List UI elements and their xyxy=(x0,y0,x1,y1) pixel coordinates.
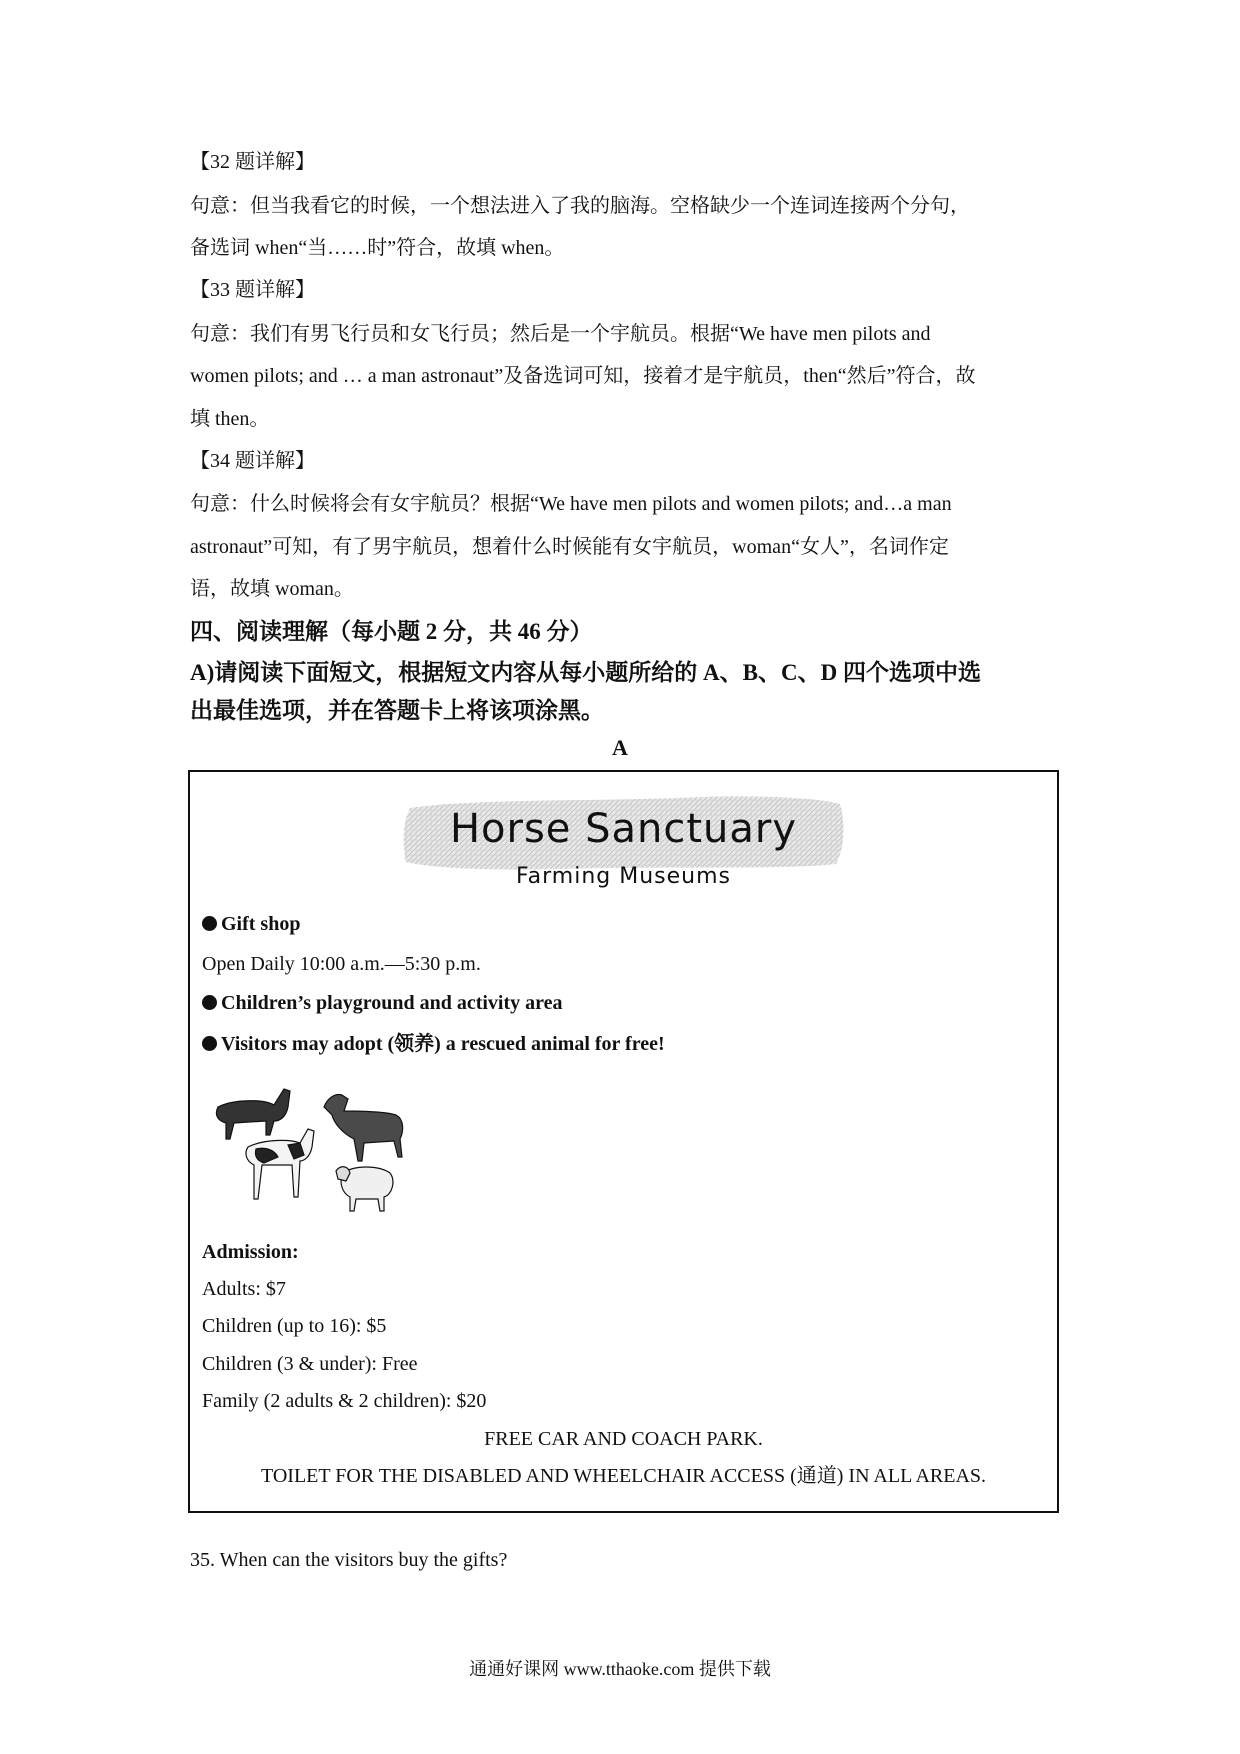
price-row: Children (3 & under): Free xyxy=(202,1353,418,1375)
adopt-item xyxy=(202,1030,665,1058)
explanation-32-line: 句意：但当我看它的时候，一个想法进入了我的脑海。空格缺少一个连词连接两个分句， xyxy=(190,195,970,217)
explanation-34-heading: 【34 题详解】 xyxy=(190,450,315,472)
price-row: Family (2 adults & 2 children): $20 xyxy=(202,1390,487,1412)
price-row: Children (up to 16): $5 xyxy=(202,1315,387,1337)
price-row: Adults: $7 xyxy=(202,1278,286,1300)
footer-credit: 通通好课网 www.tthaoke.com 提供下载 xyxy=(469,1659,771,1679)
parking-note: FREE CAR AND COACH PARK. xyxy=(484,1428,763,1450)
access-note: TOILET FOR THE DISABLED AND WHEELCHAIR ACCESS (通道) IN ALL AREAS. xyxy=(260,1465,987,1487)
horses-illustration xyxy=(204,1077,424,1217)
banner-title: Horse Sanctuary xyxy=(449,806,798,852)
explanation-34-line: 句意：什么时候将会有女宇航员？根据“We have men pilots and women pilots; and…a man xyxy=(190,493,952,515)
explanation-32-heading: 【32 题详解】 xyxy=(190,151,315,173)
explanation-33-line: 填 then。 xyxy=(190,408,270,430)
gift-shop-label: Gift shop xyxy=(221,913,301,935)
advertisement-box xyxy=(188,770,1059,1513)
playground-item xyxy=(202,989,563,1017)
opening-hours: Open Daily 10:00 a.m.—5:30 p.m. xyxy=(202,953,481,975)
explanation-33-heading: 【33 题详解】 xyxy=(190,279,315,301)
playground-label: Children’s playground and activity area xyxy=(221,992,563,1014)
bullet-icon xyxy=(202,916,217,931)
question-35: 35. When can the visitors buy the gifts? xyxy=(190,1549,508,1571)
explanation-32-line: 备选词 when“当……时”符合，故填 when。 xyxy=(190,237,565,259)
bullet-icon xyxy=(202,995,217,1010)
explanation-34-line: 语，故填 woman。 xyxy=(190,578,354,600)
explanation-34-line: astronaut”可知，有了男宇航员，想着什么时候能有女宇航员，woman“女人”，名词作定 xyxy=(190,536,949,558)
section-instruction: 出最佳选项，并在答题卡上将该项涂黑。 xyxy=(190,698,604,723)
section-title: 四、阅读理解（每小题 2 分，共 46 分） xyxy=(190,619,593,644)
banner-subtitle: Farming Museums xyxy=(516,864,731,889)
bullet-icon xyxy=(202,1036,217,1051)
admission-title: Admission: xyxy=(202,1241,299,1263)
explanation-33-line: 句意：我们有男飞行员和女飞行员；然后是一个宇航员。根据“We have men pilots and xyxy=(190,323,931,345)
explanation-33-line: women pilots; and … a man astronaut”及备选词可知，接着才是宇航员，then“然后”符合，故 xyxy=(190,365,976,387)
gift-shop-item xyxy=(202,910,300,938)
passage-label: A xyxy=(612,735,628,760)
section-instruction: A)请阅读下面短文，根据短文内容从每小题所给的 A、B、C、D 四个选项中选 xyxy=(190,660,981,685)
adopt-label: Visitors may adopt (领养) a rescued animal for free! xyxy=(221,1033,665,1055)
